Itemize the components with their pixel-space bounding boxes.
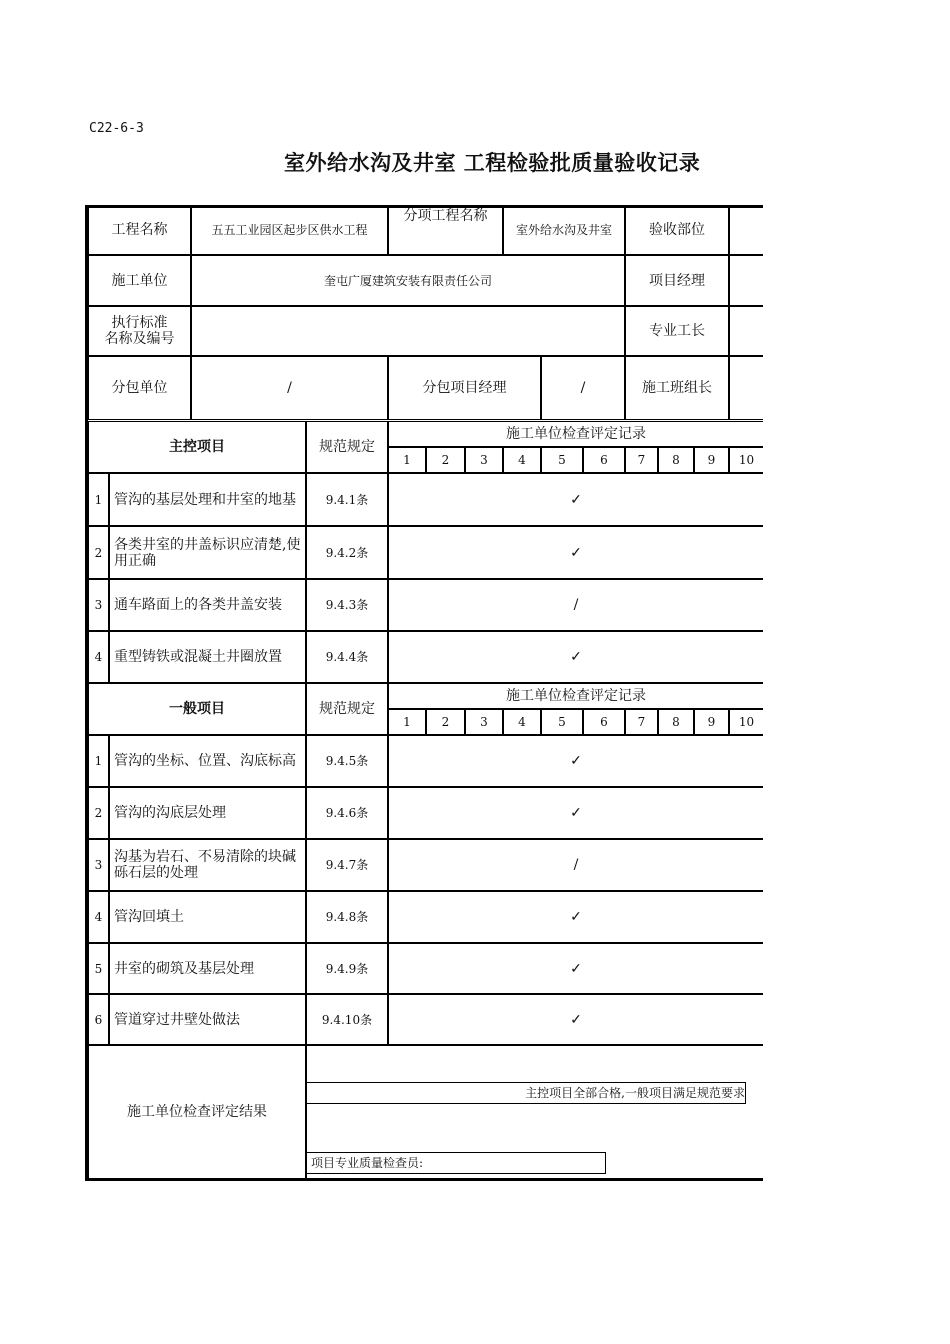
main_section-item-desc: 管沟的基层处理和井室的地基 xyxy=(109,473,306,526)
general_section-item-no: 6 xyxy=(88,994,109,1046)
general_section-item-result: ✓ xyxy=(388,787,763,839)
main_section-section-title: 主控项目 xyxy=(88,421,306,473)
sub-manager-value: / xyxy=(541,356,625,420)
team-leader-value xyxy=(729,356,763,420)
main_section-item-spec: 9.4.1条 xyxy=(306,473,388,526)
standard-label-line-2: 名称及编号 xyxy=(104,331,175,347)
general_section-item-spec: 9.4.8条 xyxy=(306,891,388,943)
main_section-item-result: ✓ xyxy=(388,473,763,526)
general_section-section-title: 一般项目 xyxy=(88,683,306,735)
team-leader-label: 施工班组长 xyxy=(625,356,729,420)
main_section-item-desc: 通车路面上的各类井盖安装 xyxy=(109,579,306,631)
main_section-record-col-3: 3 xyxy=(465,447,503,473)
general_section-item-no: 4 xyxy=(88,891,109,943)
general_section-item-result: ✓ xyxy=(388,891,763,943)
main_section-item-no: 2 xyxy=(88,526,109,579)
subcontractor-value: / xyxy=(191,356,388,420)
main_section-record-col-8: 8 xyxy=(658,447,694,473)
general_section-record-col-10: 10 xyxy=(729,709,763,735)
general_section-item-desc: 管沟的坐标、位置、沟底标高 xyxy=(109,735,306,787)
general_section-item-result: ✓ xyxy=(388,735,763,787)
page-title: 室外给水沟及井室 工程检验批质量验收记录 xyxy=(284,151,701,175)
main_section-item-spec: 9.4.2条 xyxy=(306,526,388,579)
result-label: 施工单位检查评定结果 xyxy=(88,1044,306,1180)
result-conclusion: 主控项目全部合格,一般项目满足规范要求 xyxy=(306,1082,746,1104)
constructor-value: 奎屯广厦建筑安装有限责任公司 xyxy=(191,255,625,306)
general_section-item-result: ✓ xyxy=(388,943,763,994)
general_section-record-col-2: 2 xyxy=(426,709,465,735)
acceptance-part-label: 验收部位 xyxy=(625,205,729,255)
standard-value xyxy=(191,306,625,356)
main_section-item-result: ✓ xyxy=(388,526,763,579)
project-manager-label: 项目经理 xyxy=(625,255,729,306)
acceptance-part-value xyxy=(729,205,763,255)
main_section-record-col-5: 5 xyxy=(541,447,583,473)
main_section-item-spec: 9.4.3条 xyxy=(306,579,388,631)
general_section-spec-header: 规范规定 xyxy=(306,683,388,735)
general_section-item-no: 3 xyxy=(88,839,109,891)
form-code: C22-6-3 xyxy=(89,121,144,136)
main_section-record-col-9: 9 xyxy=(694,447,729,473)
general_section-item-no: 5 xyxy=(88,943,109,994)
general_section-record-col-9: 9 xyxy=(694,709,729,735)
main_section-record-col-1: 1 xyxy=(388,447,426,473)
general_section-item-desc: 管道穿过井壁处做法 xyxy=(109,994,306,1046)
main_section-record-col-6: 6 xyxy=(583,447,625,473)
main_section-record-col-2: 2 xyxy=(426,447,465,473)
general_section-item-spec: 9.4.9条 xyxy=(306,943,388,994)
sub-manager-label: 分包项目经理 xyxy=(388,356,541,420)
general_section-item-desc: 井室的砌筑及基层处理 xyxy=(109,943,306,994)
project-manager-value xyxy=(729,255,763,306)
general_section-record-col-8: 8 xyxy=(658,709,694,735)
general_section-item-spec: 9.4.7条 xyxy=(306,839,388,891)
main_section-item-no: 4 xyxy=(88,631,109,683)
main_section-item-no: 1 xyxy=(88,473,109,526)
project-name-value: 五五工业园区起步区供水工程 xyxy=(191,205,388,255)
sub-project-value: 室外给水沟及井室 xyxy=(503,205,625,255)
standard-label xyxy=(88,306,191,356)
general_section-record-col-6: 6 xyxy=(583,709,625,735)
standard-label-line-1: 执行标准 xyxy=(111,315,168,331)
inspector-label: 项目专业质量检查员: xyxy=(306,1152,606,1174)
foreman-label: 专业工长 xyxy=(625,306,729,356)
general_section-item-desc: 管沟的沟底层处理 xyxy=(109,787,306,839)
main_section-record-col-10: 10 xyxy=(729,447,763,473)
main_section-item-result: / xyxy=(388,579,763,631)
constructor-label: 施工单位 xyxy=(88,255,191,306)
general_section-item-desc: 管沟回填土 xyxy=(109,891,306,943)
general_section-item-result: ✓ xyxy=(388,994,763,1046)
general_section-item-spec: 9.4.10条 xyxy=(306,994,388,1046)
table-border-left xyxy=(85,205,88,1181)
general_section-item-no: 2 xyxy=(88,787,109,839)
foreman-value xyxy=(729,306,763,356)
general_section-record-col-7: 7 xyxy=(625,709,658,735)
general_section-record-col-4: 4 xyxy=(503,709,541,735)
main_section-item-desc: 各类井室的井盖标识应清楚,使用正确 xyxy=(109,526,306,579)
general_section-item-spec: 9.4.6条 xyxy=(306,787,388,839)
main_section-record-col-7: 7 xyxy=(625,447,658,473)
general_section-item-result: / xyxy=(388,839,763,891)
general_section-record-header: 施工单位检查评定记录 xyxy=(388,683,763,709)
general_section-item-desc: 沟基为岩石、不易清除的块碱砾石层的处理 xyxy=(109,839,306,891)
main_section-item-no: 3 xyxy=(88,579,109,631)
main_section-item-desc: 重型铸铁或混凝土井圈放置 xyxy=(109,631,306,683)
main_section-record-header: 施工单位检查评定记录 xyxy=(388,421,763,447)
subcontractor-label: 分包单位 xyxy=(88,356,191,420)
table-border-bottom xyxy=(85,1178,763,1181)
main_section-item-result: ✓ xyxy=(388,631,763,683)
sub-project-label: 分项工程名称 xyxy=(388,205,503,255)
table-border-top xyxy=(85,205,763,208)
general_section-item-spec: 9.4.5条 xyxy=(306,735,388,787)
main_section-record-col-4: 4 xyxy=(503,447,541,473)
main_section-item-spec: 9.4.4条 xyxy=(306,631,388,683)
main_section-spec-header: 规范规定 xyxy=(306,421,388,473)
project-name-label: 工程名称 xyxy=(88,205,191,255)
general_section-record-col-5: 5 xyxy=(541,709,583,735)
general_section-record-col-1: 1 xyxy=(388,709,426,735)
general_section-record-col-3: 3 xyxy=(465,709,503,735)
general_section-item-no: 1 xyxy=(88,735,109,787)
